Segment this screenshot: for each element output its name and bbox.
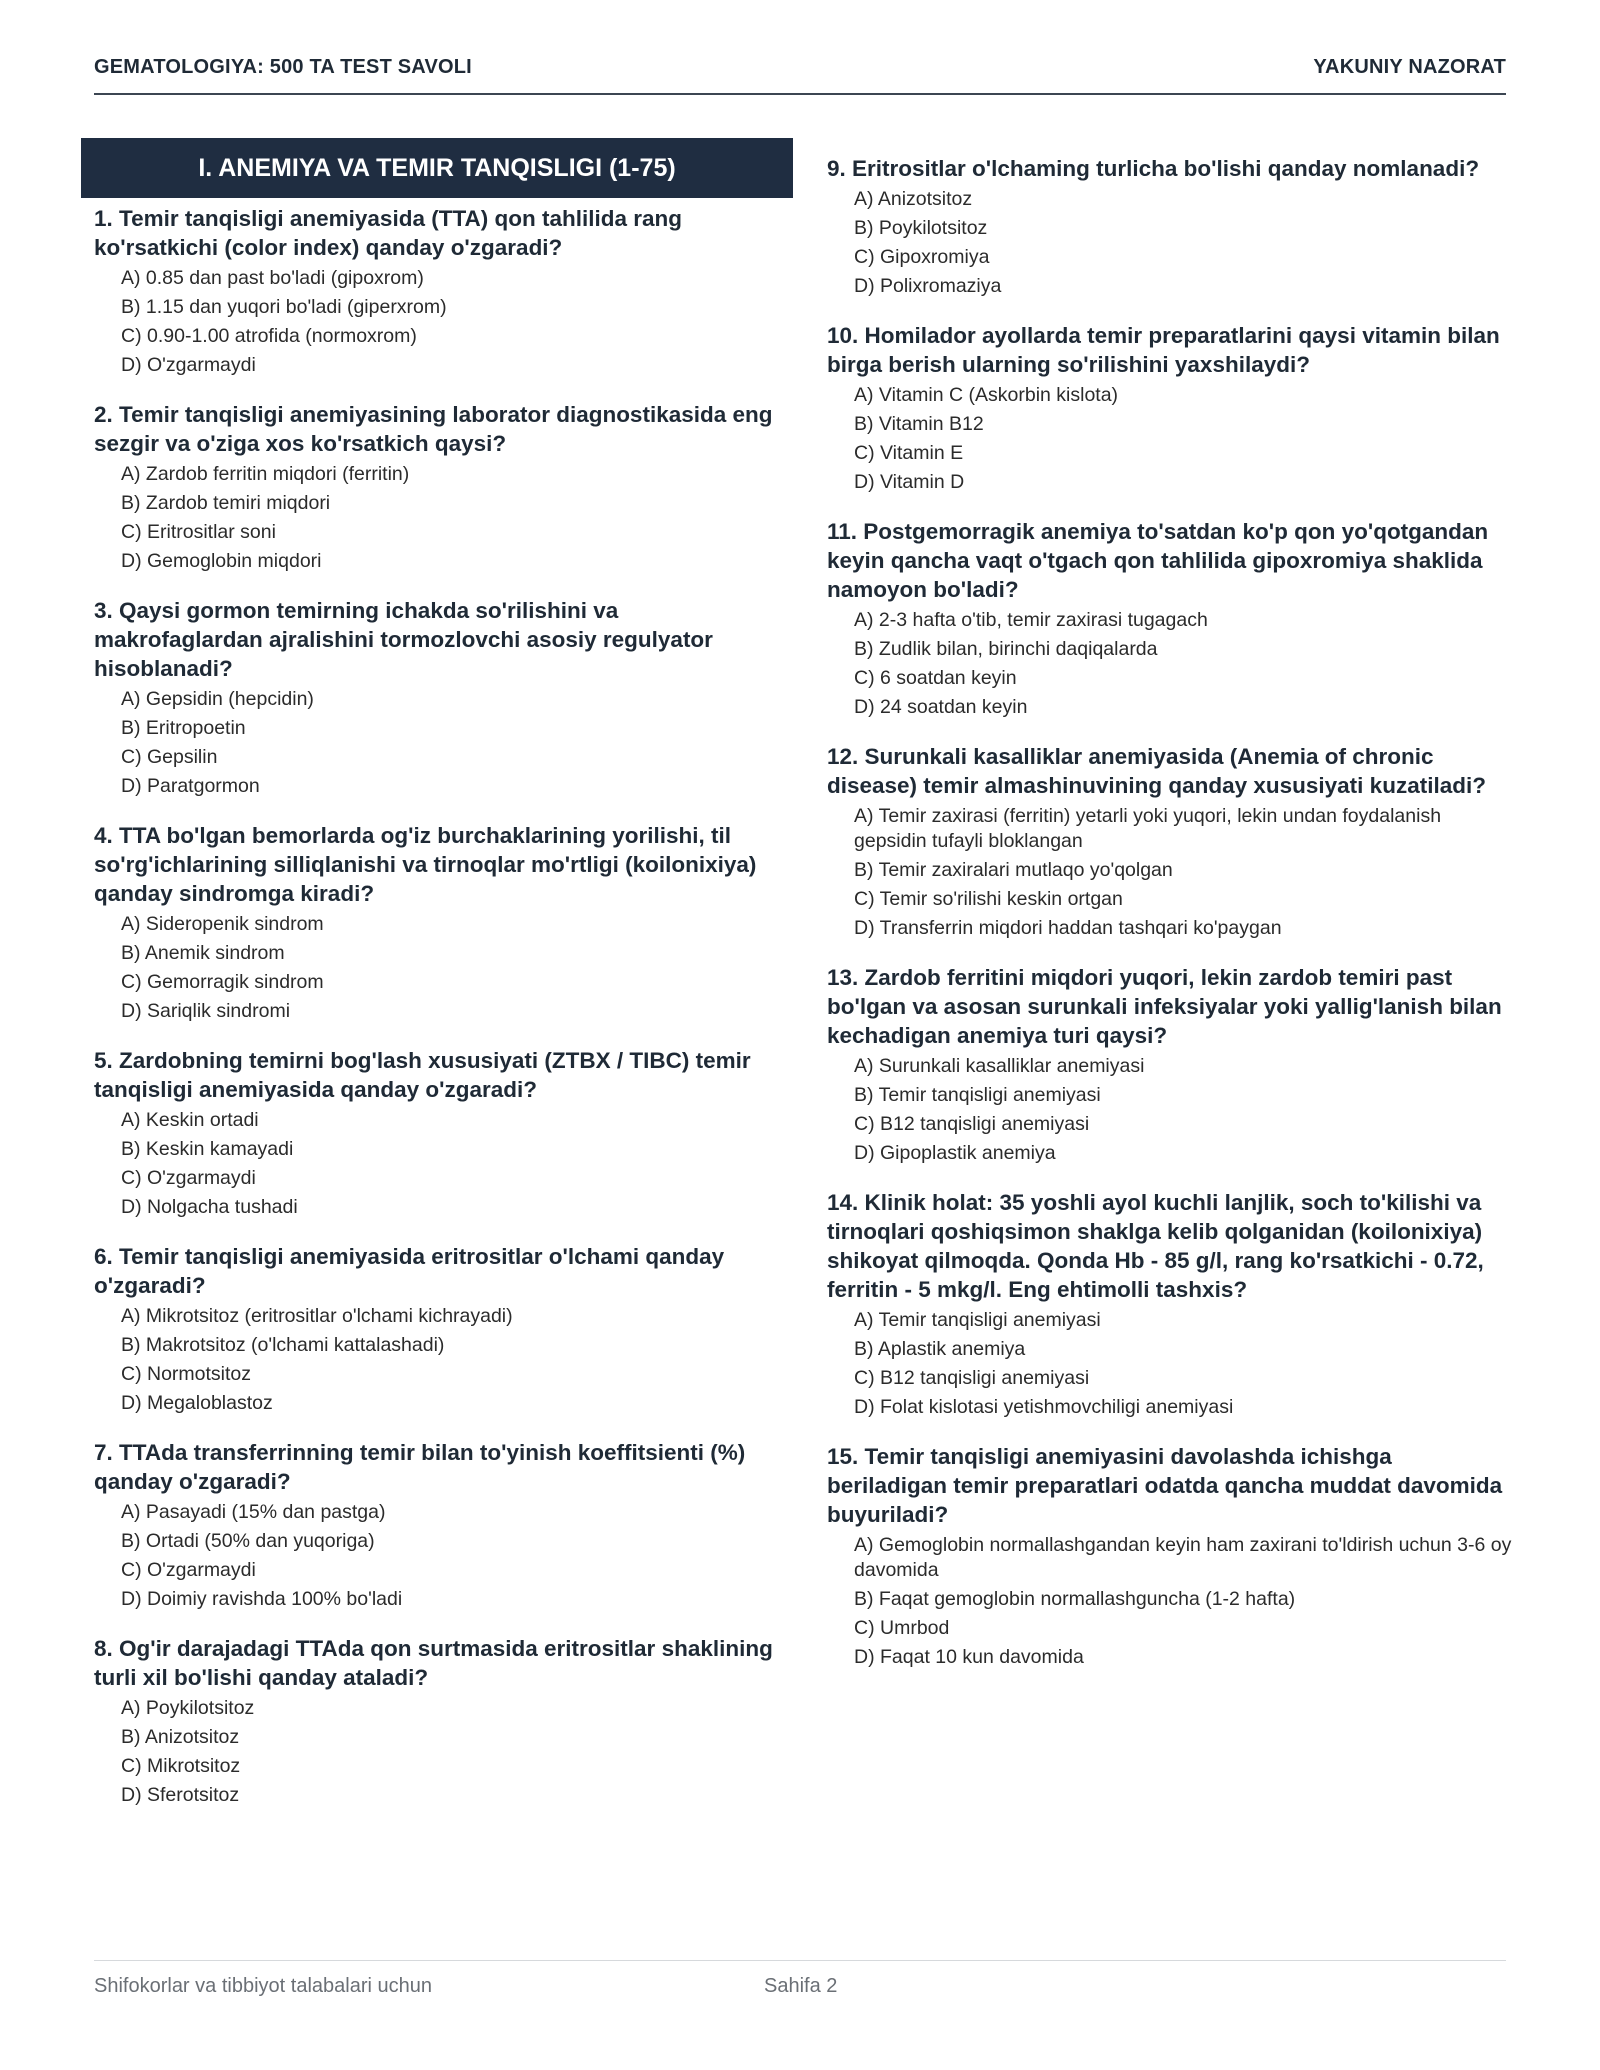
answer-option: D) Megaloblastoz [121,1392,273,1414]
answer-option: B) Vitamin B12 [854,413,984,435]
answer-option: C) B12 tanqisligi anemiyasi [854,1113,1090,1135]
answer-option: C) Gemorragik sindrom [121,971,324,993]
right-question-list [827,154,1517,1670]
question-item [81,1046,793,1220]
question-text: 12. Surunkali kasalliklar anemiyasida (Anemia of chronic disease) temir almashinuvining qanday xususiyati kuzatiladi? [827,744,1486,798]
question-text: 2. Temir tanqisligi anemiyasining laborator diagnostikasida eng sezgir va o'ziga xos ko'rsatkich qaysi? [94,402,773,456]
answer-option: D) Faqat 10 kun davomida [854,1646,1084,1668]
question-item [81,821,793,1024]
answer-option: C) B12 tanqisligi anemiyasi [854,1367,1090,1389]
question-item [827,742,1517,941]
answer-option: C) Eritrositlar soni [121,521,276,543]
answer-option: B) Poykilotsitoz [854,217,988,239]
answer-option: B) Makrotsitoz (o'lchami kattalashadi) [121,1334,445,1356]
answer-option: A) Temir zaxirasi (ferritin) yetarli yoki yuqori, lekin undan foydalanish gepsidin tufayli bloklangan [854,805,1442,852]
question-item [81,596,793,799]
answer-option: A) Gemoglobin normallashgandan keyin ham zaxirani to'ldirish uchun 3-6 oy davomida [854,1534,1512,1581]
page-footer [94,1960,1506,1997]
answer-option: A) Poykilotsitoz [121,1697,255,1719]
left-column [81,138,793,1830]
answer-option: A) 2-3 hafta o'tib, temir zaxirasi tugagach [854,609,1208,631]
question-item [827,1442,1517,1670]
left-question-list [81,204,793,1808]
answer-option: A) Vitamin C (Askorbin kislota) [854,384,1119,406]
answer-option: B) Keskin kamayadi [121,1138,294,1160]
answer-option: D) Doimiy ravishda 100% bo'ladi [121,1588,403,1610]
question-item [81,204,793,378]
answer-option: A) Sideropenik sindrom [121,913,324,935]
answer-option: B) Anizotsitoz [121,1726,240,1748]
answer-option: B) Temir tanqisligi anemiyasi [854,1084,1101,1106]
question-item [81,1242,793,1416]
answer-option: C) 6 soatdan keyin [854,667,1017,689]
answer-option: B) Aplastik anemiya [854,1338,1026,1360]
answer-option: D) Sferotsitoz [121,1784,240,1806]
answer-option: A) 0.85 dan past bo'ladi (gipoxrom) [121,267,424,289]
answer-option: D) Gemoglobin miqdori [121,550,322,572]
answer-option: B) Zudlik bilan, birinchi daqiqalarda [854,638,1158,660]
answer-option: B) Eritropoetin [121,717,246,739]
question-item [81,1438,793,1612]
answer-option: D) 24 soatdan keyin [854,696,1028,718]
question-item [81,400,793,574]
header-right-label: YAKUNIY NAZORAT [1313,56,1506,78]
answer-option: B) Ortadi (50% dan yuqoriga) [121,1530,375,1552]
question-text: 11. Postgemorragik anemiya to'satdan ko'p qon yo'qotgandan keyin qancha vaqt o'tgach qon tahlilida gipoxromiya shaklida namoyon bo'ladi? [827,519,1489,602]
section-title: I. ANEMIYA VA TEMIR TANQISLIGI (1-75) [81,138,793,198]
answer-option: B) Temir zaxiralari mutlaqo yo'qolgan [854,859,1173,881]
question-text: 14. Klinik holat: 35 yoshli ayol kuchli lanjlik, soch to'kilishi va tirnoqlari qoshiqsimon shaklga kelib qolganidan (koilonixiya) shikoyat qilmoqda. Qonda Hb - 85 g/l, rang ko'rsatkichi - 0.72, ferritin - 5 mkg/l. Eng ehtimolli tashxis? [827,1190,1484,1302]
question-item [81,1634,793,1808]
question-text: 3. Qaysi gormon temirning ichakda so'rilishini va makrofaglardan ajralishini tormozlovchi asosiy regulyator hisoblanadi? [94,598,713,681]
footer-audience-text: Shifokorlar va tibbiyot talabalari uchun [94,1975,432,1997]
question-item [827,321,1517,495]
answer-option: A) Gepsidin (hepcidin) [121,688,314,710]
answer-option: C) Umrbod [854,1617,950,1639]
answer-option: C) Normotsitoz [121,1363,252,1385]
page-number: Sahifa 2 [764,1975,838,1997]
answer-option: B) Zardob temiri miqdori [121,492,331,514]
question-text: 7. TTAda transferrinning temir bilan to'yinish koeffitsienti (%) qanday o'zgaradi? [94,1440,746,1494]
question-text: 10. Homilador ayollarda temir preparatlarini qaysi vitamin bilan birga berish ularning so'rilishini yaxshilaydi? [827,323,1500,377]
answer-option: D) Paratgormon [121,775,260,797]
answer-option: A) Anizotsitoz [854,188,973,210]
answer-option: C) Vitamin E [854,442,964,464]
answer-option: C) Temir so'rilishi keskin ortgan [854,888,1123,910]
question-text: 15. Temir tanqisligi anemiyasini davolashda ichishga beriladigan temir preparatlari odatda qancha muddat davomida buyuriladi? [827,1444,1503,1527]
right-column [827,138,1517,1692]
answer-option: A) Pasayadi (15% dan pastga) [121,1501,386,1523]
page-header [94,56,1506,95]
answer-option: D) Transferrin miqdori haddan tashqari ko'paygan [854,917,1282,939]
answer-option: A) Mikrotsitoz (eritrositlar o'lchami kichrayadi) [121,1305,513,1327]
answer-option: C) 0.90-1.00 atrofida (normoxrom) [121,325,417,347]
answer-option: B) 1.15 dan yuqori bo'ladi (giperxrom) [121,296,447,318]
question-text: 8. Og'ir darajadagi TTAda qon surtmasida eritrositlar shaklining turli xil bo'lishi qanday ataladi? [94,1636,773,1690]
question-item [827,154,1517,299]
question-item [827,517,1517,720]
answer-option: D) Nolgacha tushadi [121,1196,298,1218]
answer-option: C) O'zgarmaydi [121,1559,256,1581]
answer-option: C) O'zgarmaydi [121,1167,256,1189]
question-item [827,1188,1517,1420]
answer-option: C) Gipoxromiya [854,246,990,268]
answer-option: D) O'zgarmaydi [121,354,256,376]
question-text: 13. Zardob ferritini miqdori yuqori, lekin zardob temiri past bo'lgan va asosan surunkali infeksiyalar yoki yallig'lanish bilan kechadigan anemiya turi qaysi? [827,965,1502,1048]
question-text: 9. Eritrositlar o'lchaming turlicha bo'lishi qanday nomlanadi? [827,156,1480,181]
document-title: GEMATOLOGIYA: 500 TA TEST SAVOLI [94,56,472,78]
answer-option: C) Mikrotsitoz [121,1755,241,1777]
answer-option: A) Keskin ortadi [121,1109,259,1131]
question-text: 4. TTA bo'lgan bemorlarda og'iz burchaklarining yorilishi, til so'rg'ichlarining silliqlanishi va tirnoqlar mo'rtligi (koilonixiya) qanday sindromga kiradi? [94,823,757,906]
answer-option: C) Gepsilin [121,746,218,768]
answer-option: D) Gipoplastik anemiya [854,1142,1056,1164]
answer-option: B) Faqat gemoglobin normallashguncha (1-2 hafta) [854,1588,1296,1610]
answer-option: A) Zardob ferritin miqdori (ferritin) [121,463,410,485]
question-text: 1. Temir tanqisligi anemiyasida (TTA) qon tahlilida rang ko'rsatkichi (color index) qanday o'zgaradi? [94,206,683,260]
answer-option: D) Vitamin D [854,471,965,493]
question-text: 5. Zardobning temirni bog'lash xususiyati (ZTBX / TIBC) temir tanqisligi anemiyasida qanday o'zgaradi? [94,1048,751,1102]
question-text: 6. Temir tanqisligi anemiyasida eritrositlar o'lchami qanday o'zgaradi? [94,1244,725,1298]
answer-option: D) Sariqlik sindromi [121,1000,291,1022]
answer-option: A) Surunkali kasalliklar anemiyasi [854,1055,1145,1077]
answer-option: D) Polixromaziya [854,275,1002,297]
question-item [827,963,1517,1166]
answer-option: A) Temir tanqisligi anemiyasi [854,1309,1101,1331]
answer-option: B) Anemik sindrom [121,942,285,964]
answer-option: D) Folat kislotasi yetishmovchiligi anemiyasi [854,1396,1234,1418]
